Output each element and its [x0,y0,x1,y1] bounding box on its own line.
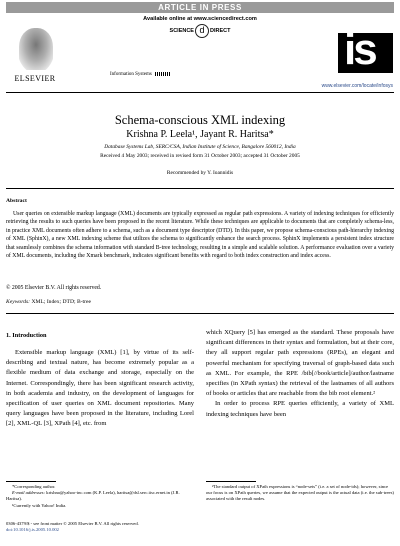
journal-logo [338,33,393,73]
journal-name [110,72,171,77]
keywords [6,299,91,305]
sciencedirect-logo-left: SCIENCE [169,28,194,34]
abstract-body: User queries on extensible markup language (XML) documents are typically expressed as regular path expressions. A variety of indexing techniques for efficiently retrieving the results to such queries have been proposed in the recent literature. While these techniques are applicable to documents that are completely schema-less, in practice XML documents often adhere to a schema, such as a document type descriptor (DTD). In this paper, we propose schema-conscious path-hierarchy indexing of XML (SphinX), a new XML indexing scheme that utilizes the schema to significantly enhance the search process. SphinX implements a persistent index structure that seamlessly combines the schema information with standard B-tree technology, resulting in a simple and scalable solution. A performance evaluation over a variety of XML documents, including the Xmark benchmark, indicates significant benefits with regard to both index construction and index access. [6,211,394,260]
abstract-bottom-divider [6,313,394,314]
right-column [206,328,394,420]
authors: Krishna P. Leela¹, Jayant R. Haritsa* [126,129,274,140]
abstract-heading: Abstract [6,198,27,204]
sciencedirect-at-icon: d [195,24,209,38]
doi-link[interactable]: doi:10.1016/j.is.2005.10.002 [6,527,59,533]
barcode-icon [155,72,171,76]
footnote-left [6,484,194,509]
sciencedirect-logo-right: DIRECT [209,28,231,34]
body-paragraph: In order to process RPE queries efficiently, a variety of XML indexing techniques have been [206,400,394,418]
journal-logo-text: is [344,33,375,73]
journal-header [0,13,400,91]
section-heading: 1. Introduction [6,332,47,339]
header-divider [6,92,394,93]
affiliation: Database Systems Lab, SERC/CSA, Indian Institute of Science, Bangalore 560012, India [104,144,296,150]
keywords-list: XML; Index; DTD; B-tree [31,299,91,305]
elsevier-logo [7,28,63,86]
left-column [6,332,194,430]
available-online-text: Available online at www.sciencedirect.com [143,16,257,22]
sciencedirect-logo [150,25,250,37]
recommended-by: Recommended by Y. Ioannidis [166,170,234,176]
abstract-top-divider [6,188,394,189]
abstract-copyright: © 2005 Elsevier B.V. All rights reserved. [6,285,102,291]
footnote-corresponding: *Corresponding author. [12,484,56,489]
footnote-email [6,490,194,502]
article-title: Schema-conscious XML indexing [114,113,286,127]
elsevier-tree-icon [19,28,53,70]
journal-title: Information Systems [110,72,152,78]
body-paragraph: which XQuery [5] has emerged as the standard. These proposals have significant differences in their syntax and formulation, but at their core, they all support regular path expressions (RPEs), an elegant and powerful mechanism for specifying traversal of graph-based data such as XML. For example, the RPE /bib[//book/article]/author/lastname specifies (in XPath syntax) the retrieval of the lastnames of all authors of books or articles that are reachable from the bib root element.² [206,329,394,398]
issn-text: 0306-4379/$ - see front matter © 2005 Elsevier B.V. All rights reserved. [6,521,139,526]
footnote-divider [206,481,256,482]
journal-url-link[interactable]: www.elsevier.com/locate/infosys [321,83,393,89]
footnote-2: ²The standard output of XPath expressions is “node-sets” (i.e. a set of node-ids); however, since our focus is on XPath queries, we assume that the expected output is the actual data (i.e. the sub-trees) associated with the result nodes. [206,484,394,502]
footnote-email-addresses: krishna@yahoo-inc.com (K.P. Leela), haritsa@dsl.serc.iisc.ernet.in (J.R. Haritsa). [6,490,180,502]
keywords-label: Keywords: [6,299,31,305]
footnote-current: ¹Currently with Yahoo! India. [12,502,67,508]
footnote-email-label: E-mail addresses: [12,490,46,496]
publisher-name: ELSEVIER [14,74,56,83]
footnote-divider [6,481,56,482]
article-in-press-banner: ARTICLE IN PRESS [6,2,394,13]
received-dates: Received 4 May 2003; received in revised form 31 October 2003; accepted 31 October 2005 [100,153,300,159]
body-paragraph: Extensible markup language (XML) [1], by virtue of its self-describing and textual nature, has become extremely popular as a flexible medium of data exchange and storage, especially on the Internet. Correspondingly, there has been significant research activity, in both academia and industry, on the development of languages for specification of user queries on XML document repositories. Many query languages have been proposed in the literature, including Lorel [2], XML-QL [3], XPath [4], etc. from [6,349,194,428]
issn-line [6,521,139,533]
